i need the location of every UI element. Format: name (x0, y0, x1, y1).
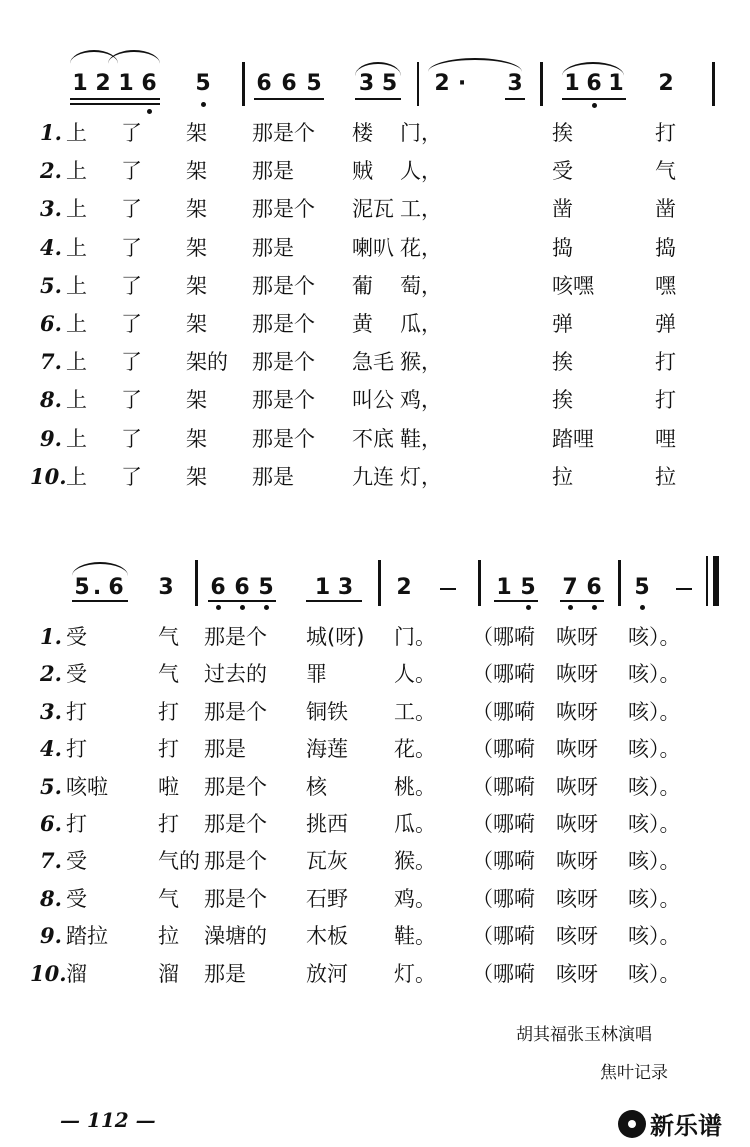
lyric-syllable: 架 (186, 388, 207, 413)
beam (494, 600, 538, 602)
lyric-syllable: 打 (158, 812, 179, 836)
note: 3 (158, 575, 174, 600)
lyric-syllable: 挨 (552, 121, 573, 145)
note: 1 (118, 71, 134, 96)
verse-number: 4. (40, 736, 62, 762)
lyric-syllable: 咳啦 (66, 774, 108, 799)
lyric-syllable: 啦 (158, 774, 179, 799)
lyric-syllable: 萄， (400, 273, 442, 298)
barline (712, 62, 715, 106)
slur (72, 562, 128, 576)
lyric-syllable: 鸡。 (394, 886, 436, 911)
lyric-syllable: 澡塘的 (204, 924, 267, 949)
lyric-syllable: 受 (66, 849, 87, 874)
lyric-syllable: 那是个 (204, 774, 267, 799)
lyric-syllable: （哪嗬 (472, 924, 535, 949)
tie-dash (676, 588, 692, 590)
barline (618, 560, 621, 606)
octave-dot (568, 605, 573, 610)
note: 6 (281, 71, 297, 96)
lyric-syllable: 花。 (394, 737, 436, 762)
lyric-syllable: 咴呀 (556, 662, 598, 687)
lyric-syllable: 气 (158, 886, 179, 911)
lyric-syllable: 上 (66, 312, 87, 336)
lyric-syllable: （哪嗬 (472, 774, 535, 799)
lyric-syllable: 受 (66, 662, 87, 687)
note: 5 (195, 71, 211, 96)
lyric-syllable: 咳）。 (628, 662, 681, 687)
lyric-syllable: 泥瓦 (352, 197, 394, 222)
lyric-syllable: 黄 (352, 312, 373, 336)
verse-number: 4. (40, 234, 62, 260)
lyric-syllable: 叫公 (352, 388, 394, 413)
recorder-credit: 焦叶记录 (600, 1063, 668, 1083)
lyric-syllable: 溜 (158, 961, 179, 986)
lyric-syllable: 了 (121, 350, 142, 375)
lyric-syllable: 拉 (158, 924, 179, 949)
lyric-syllable: （哪嗬 (472, 662, 535, 687)
note: 6 (108, 575, 124, 600)
lyric-syllable: 那是个 (252, 197, 315, 222)
lyric-syllable: 那是个 (252, 312, 315, 336)
lyric-syllable: 咴呀 (556, 812, 598, 836)
beam (505, 98, 525, 100)
lyric-syllable: 拉 (552, 464, 573, 489)
lyric-syllable: 工。 (394, 699, 436, 724)
lyric-syllable: （哪嗬 (472, 886, 535, 911)
lyric-syllable: 铜铁 (306, 699, 348, 724)
lyric-syllable: 那是个 (204, 699, 267, 724)
lyric-syllable: 弹 (655, 312, 676, 336)
beam (254, 98, 324, 100)
lyric-syllable: 气 (158, 662, 179, 687)
lyric-syllable: 那是个 (252, 273, 315, 298)
lyric-syllable: 捣 (655, 235, 676, 260)
note: 2 (396, 575, 412, 600)
lyric-syllable: 桃。 (394, 774, 436, 799)
barline (417, 62, 419, 106)
lyric-syllable: 嘿 (655, 273, 676, 298)
lyric-syllable: 罪 (306, 662, 327, 687)
lyric-syllable: 凿 (655, 197, 676, 222)
lyric-syllable: 了 (121, 312, 142, 336)
lyric-syllable: 那是个 (252, 121, 315, 145)
lyric-syllable: 瓜， (400, 312, 442, 336)
lyric-syllable: 了 (121, 121, 142, 145)
lyric-syllable: 那是个 (252, 426, 315, 451)
logo-text: 新乐谱 (650, 1112, 722, 1140)
note: . (92, 575, 102, 600)
lyric-syllable: 那是个 (252, 388, 315, 413)
lyric-syllable: 那是个 (204, 886, 267, 911)
lyric-syllable: 咴呀 (556, 849, 598, 874)
lyric-syllable: （哪嗬 (472, 812, 535, 836)
lyric-syllable: 鸡， (400, 388, 442, 413)
lyric-syllable: 咳）。 (628, 812, 681, 836)
note: 5 (74, 575, 90, 600)
note: 1 (72, 71, 88, 96)
lyric-syllable: 哩 (655, 426, 676, 451)
octave-dot (201, 102, 206, 107)
lyric-syllable: 了 (121, 159, 142, 184)
lyric-syllable: 鞋。 (394, 924, 436, 949)
note: 1 (608, 71, 624, 96)
lyric-syllable: 核 (306, 774, 327, 799)
lyric-syllable: 了 (121, 235, 142, 260)
final-barline-thick (713, 556, 719, 606)
barline (195, 560, 198, 606)
note: 6 (256, 71, 272, 96)
lyric-syllable: 工， (400, 197, 442, 222)
lyric-syllable: （哪嗬 (472, 699, 535, 724)
octave-dot (147, 109, 152, 114)
lyric-syllable: 受 (66, 886, 87, 911)
lyric-syllable: 架 (186, 273, 207, 298)
lyric-syllable: 架 (186, 197, 207, 222)
lyric-syllable: 咳）。 (628, 699, 681, 724)
note: 6 (586, 575, 602, 600)
lyric-syllable: 打 (66, 737, 87, 762)
lyric-syllable: 上 (66, 235, 87, 260)
lyric-syllable: 弹 (552, 312, 573, 336)
lyric-syllable: 瓜。 (394, 812, 436, 836)
final-barline-thin (706, 556, 708, 606)
lyric-syllable: 打 (66, 699, 87, 724)
lyric-syllable: 咴呀 (556, 625, 598, 649)
lyric-syllable: 灯， (400, 464, 442, 489)
lyric-syllable: 上 (66, 464, 87, 489)
note: 2 (434, 71, 450, 96)
site-logo (618, 1106, 722, 1141)
octave-dot (592, 103, 597, 108)
note: 1 (496, 575, 512, 600)
lyric-syllable: 石野 (306, 886, 348, 911)
lyric-syllable: 踏哩 (552, 426, 594, 451)
lyric-syllable: 架 (186, 121, 207, 145)
note: 6 (234, 575, 250, 600)
slur (428, 58, 522, 72)
lyric-syllable: 急毛 (352, 350, 394, 375)
note: 7 (562, 575, 578, 600)
lyric-syllable: 喇叭 (352, 235, 394, 260)
lyric-syllable: 踏拉 (66, 924, 108, 949)
lyric-syllable: 九连 (352, 464, 394, 489)
lyric-syllable: 打 (158, 737, 179, 762)
verse-number: 5. (40, 272, 62, 298)
lyric-syllable: 咳）。 (628, 625, 681, 649)
lyric-syllable: 上 (66, 426, 87, 451)
lyric-syllable: 放河 (306, 961, 348, 986)
lyric-syllable: 那是个 (252, 350, 315, 375)
lyric-syllable: 不底 (352, 426, 394, 451)
lyric-syllable: 架 (186, 312, 207, 336)
lyric-syllable: （哪嗬 (472, 961, 535, 986)
barline (242, 62, 245, 106)
lyric-syllable: 气的 (158, 849, 200, 874)
verse-number: 10. (30, 960, 67, 986)
lyric-syllable: 那是 (252, 464, 294, 489)
lyric-syllable: 木板 (306, 924, 348, 949)
lyric-syllable: 咳呀 (556, 924, 598, 949)
lyric-syllable: 咳）。 (628, 961, 681, 986)
lyric-syllable: 受 (66, 625, 87, 649)
lyric-syllable: 咳）。 (628, 849, 681, 874)
note: 3 5 (358, 71, 398, 96)
lyric-syllable: 挨 (552, 388, 573, 413)
octave-dot (640, 605, 645, 610)
note: 6 (141, 71, 157, 96)
note: 6 (210, 575, 226, 600)
lyric-syllable: 门， (400, 121, 442, 145)
lyric-syllable: 上 (66, 159, 87, 184)
lyric-syllable: 了 (121, 388, 142, 413)
lyric-syllable: 了 (121, 426, 142, 451)
lyric-syllable: 那是 (252, 235, 294, 260)
note: 5 (520, 575, 536, 600)
lyric-syllable: 灯。 (394, 961, 436, 986)
lyric-syllable: 咳呀 (556, 886, 598, 911)
lyric-syllable: 气 (158, 625, 179, 649)
verse-number: 10. (30, 463, 67, 489)
lyric-syllable: 花， (400, 235, 442, 260)
verse-number: 6. (40, 311, 62, 336)
lyric-syllable: 上 (66, 197, 87, 222)
lyric-syllable: 了 (121, 464, 142, 489)
page-number: — 112 — (60, 1108, 156, 1132)
beam (560, 600, 604, 602)
lyric-syllable: 猴， (400, 350, 442, 375)
lyric-syllable: 了 (121, 273, 142, 298)
lyric-syllable: 架 (186, 426, 207, 451)
lyric-syllable: 那是个 (204, 812, 267, 836)
beam (70, 103, 160, 105)
lyric-syllable: 咳）。 (628, 737, 681, 762)
lyric-syllable: 拉 (655, 464, 676, 489)
beam (355, 98, 401, 100)
lyric-syllable: 瓦灰 (306, 849, 348, 874)
lyric-syllable: 葡 (352, 273, 373, 298)
beam (70, 98, 160, 100)
lyric-syllable: （哪嗬 (472, 849, 535, 874)
barline (378, 560, 381, 606)
lyric-syllable: 捣 (552, 235, 573, 260)
lyric-syllable: 城(呀) (306, 625, 365, 649)
lyric-syllable: 那是 (204, 737, 246, 762)
lyric-syllable: 打 (158, 699, 179, 724)
lyric-syllable: 气 (655, 159, 676, 184)
note: 6 (586, 71, 602, 96)
barline (478, 560, 481, 606)
lyric-syllable: 上 (66, 388, 87, 413)
lyric-syllable: （哪嗬 (472, 625, 535, 649)
note: 2 (658, 71, 674, 96)
verse-number: 1. (40, 624, 62, 649)
lyric-syllable: 咴呀 (556, 699, 598, 724)
lyric-syllable: 咴呀 (556, 737, 598, 762)
lyric-syllable: 挑西 (306, 812, 348, 836)
lyric-syllable: 打 (655, 350, 676, 375)
verse-number: 3. (40, 698, 62, 724)
octave-dot (526, 605, 531, 610)
lyric-syllable: 咳）。 (628, 924, 681, 949)
beam (72, 600, 128, 602)
lyric-syllable: 溜 (66, 961, 87, 986)
verse-number: 9. (40, 425, 62, 451)
verse-number: 7. (40, 848, 62, 874)
lyric-syllable: 那是个 (204, 849, 267, 874)
music-disc-icon (618, 1110, 646, 1138)
octave-dot (240, 605, 245, 610)
lyric-syllable: 猴。 (394, 849, 436, 874)
lyric-syllable: 咳）。 (628, 774, 681, 799)
lyric-syllable: 受 (552, 159, 573, 184)
verse-number: 9. (40, 923, 62, 949)
verse-number: 5. (40, 773, 62, 799)
octave-dot (592, 605, 597, 610)
verse-number: 1. (40, 120, 62, 145)
note: 5 (258, 575, 274, 600)
slur (108, 50, 160, 64)
beam (208, 600, 276, 602)
lyric-syllable: 人。 (394, 662, 436, 687)
barline (540, 62, 543, 106)
lyric-syllable: 打 (655, 121, 676, 145)
lyric-syllable: 挨 (552, 350, 573, 375)
verse-number: 7. (40, 349, 62, 375)
tie-dash (440, 588, 456, 590)
note: · (457, 71, 467, 96)
lyric-syllable: （哪嗬 (472, 737, 535, 762)
lyric-syllable: 过去的 (204, 662, 267, 687)
lyric-syllable: 咴呀 (556, 774, 598, 799)
octave-dot (216, 605, 221, 610)
lyric-syllable: 那是 (204, 961, 246, 986)
lyric-syllable: 了 (121, 197, 142, 222)
verse-number: 3. (40, 196, 62, 222)
verse-number: 2. (40, 158, 62, 184)
beam (562, 98, 626, 100)
beam (306, 600, 362, 602)
performer-credit: 胡其福张玉林演唱 (516, 1025, 652, 1045)
lyric-syllable: 门。 (394, 625, 436, 649)
note: 1 3 (314, 575, 354, 600)
lyric-syllable: 架 (186, 159, 207, 184)
lyric-syllable: 咳呀 (556, 961, 598, 986)
octave-dot (264, 605, 269, 610)
note: 2 (95, 71, 111, 96)
lyric-syllable: 打 (655, 388, 676, 413)
verse-number: 2. (40, 661, 62, 687)
note: 5 (634, 575, 650, 600)
lyric-syllable: 上 (66, 350, 87, 375)
lyric-syllable: 咳嘿 (552, 273, 594, 298)
lyric-syllable: 上 (66, 273, 87, 298)
note: 5 (306, 71, 322, 96)
lyric-syllable: 架 (186, 235, 207, 260)
lyric-syllable: 鞋， (400, 426, 442, 451)
lyric-syllable: 人， (400, 159, 442, 184)
lyric-syllable: 上 (66, 121, 87, 145)
lyric-syllable: 海莲 (306, 737, 348, 762)
lyric-syllable: 那是个 (204, 625, 267, 649)
lyric-syllable: 那是 (252, 159, 294, 184)
lyric-syllable: 架的 (186, 350, 228, 375)
note: 3 (507, 71, 523, 96)
verse-number: 8. (40, 885, 62, 911)
lyric-syllable: 打 (66, 812, 87, 836)
verse-number: 6. (40, 811, 62, 836)
lyric-syllable: 贼 (352, 159, 373, 184)
note: 1 (564, 71, 580, 96)
lyric-syllable: 架 (186, 464, 207, 489)
lyric-syllable: 楼 (352, 121, 373, 145)
lyric-syllable: 咳）。 (628, 886, 681, 911)
lyric-syllable: 凿 (552, 197, 573, 222)
verse-number: 8. (40, 387, 62, 413)
